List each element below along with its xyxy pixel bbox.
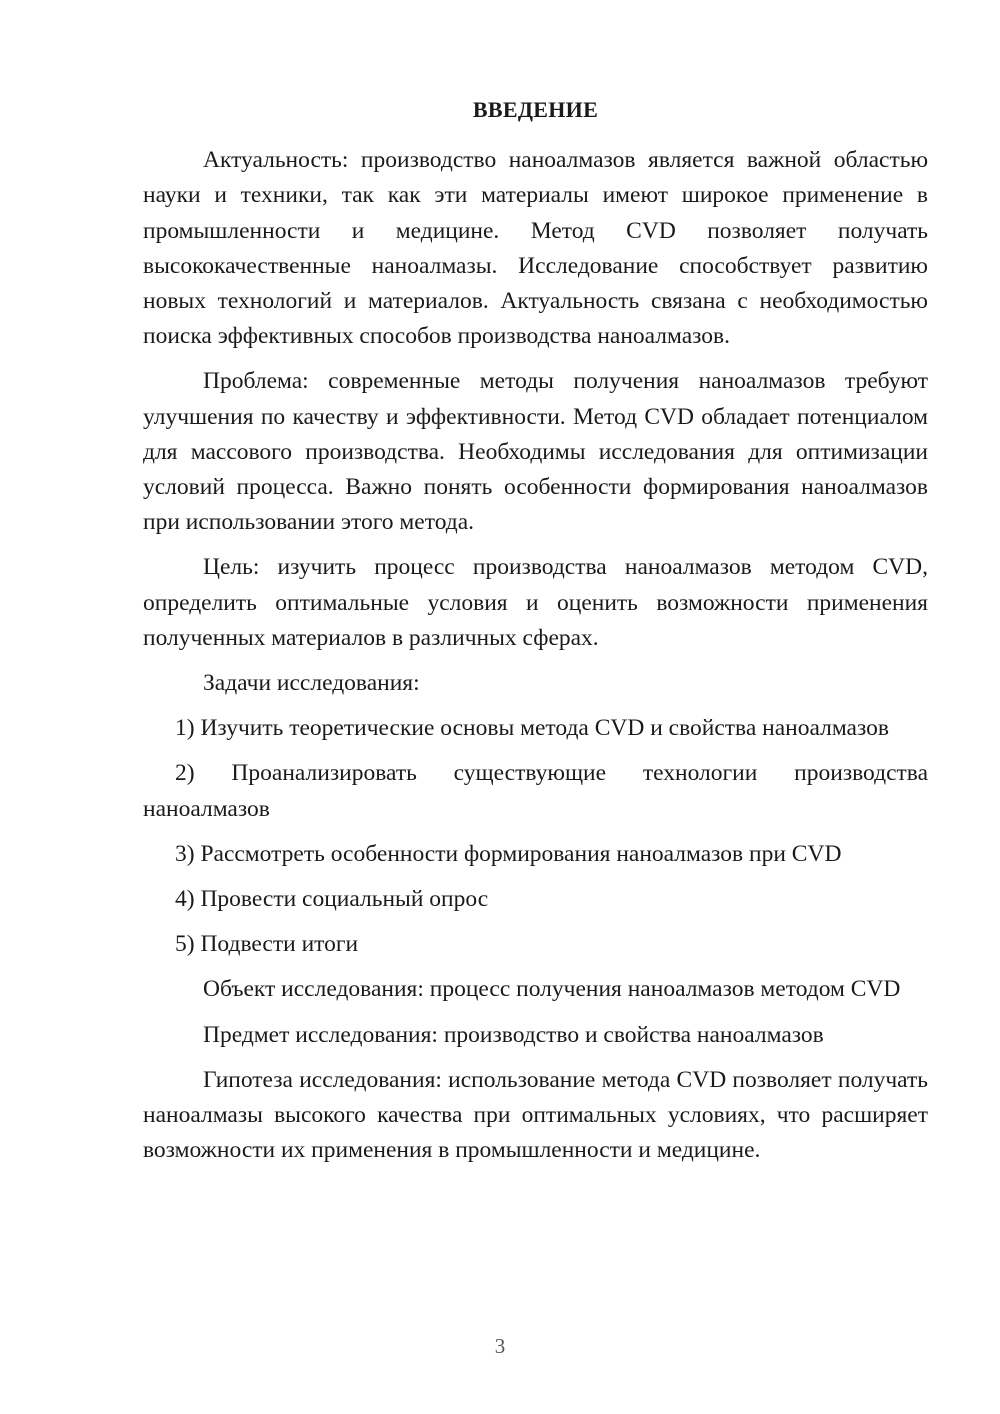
page-number: 3: [494, 1334, 506, 1358]
paragraph-relevance: Актуальность: производство наноалмазов является важной областью науки и техники, так как эти материалы имеют широкое применение в промышленности и медицине. Метод CVD позволяет получать высококачественные наноалмазы. Исследование способствует развитию новых технологий и материалов. Актуальность связана с необходимостью поиска эффективных способов производства наноалмазов.: [143, 147, 928, 350]
section-heading: ВВЕДЕНИЕ: [472, 97, 599, 122]
paragraph-goal: Цель: изучить процесс производства наноалмазов методом CVD, определить оптимальные условия и оценить возможности применения полученных материалов в различных сферах.: [143, 554, 928, 651]
document-page: [143, 92, 928, 1178]
paragraph-subject: Предмет исследования: производство и свойства наноалмазов: [203, 1021, 824, 1048]
task-item-3: 3) Рассмотреть особенности формирования наноалмазов при CVD: [175, 840, 842, 867]
tasks-title: Задачи исследования:: [203, 670, 420, 697]
task-item-1: 1) Изучить теоретические основы метода CVD и свойства наноалмазов: [175, 715, 889, 742]
paragraph-problem: Проблема: современные методы получения наноалмазов требуют улучшения по качеству и эффективности. Метод CVD обладает потенциалом для массового производства. Необходимы исследования для оптимизации условий процесса. Важно понять особенности формирования наноалмазов при использовании этого метода.: [143, 368, 928, 536]
task-item-4: 4) Провести социальный опрос: [175, 886, 489, 913]
task-item-5: 5) Подвести итоги: [175, 931, 359, 958]
paragraph-object: Объект исследования: процесс получения наноалмазов методом CVD: [203, 976, 901, 1003]
paragraph-hypothesis: Гипотеза исследования: использование метода CVD позволяет получать наноалмазы высокого качества при оптимальных условиях, что расширяет возможности их применения в промышленности и медицине.: [143, 1066, 928, 1164]
task-item-2: 2) Проанализировать существующие технологии производства наноалмазов: [143, 760, 928, 822]
